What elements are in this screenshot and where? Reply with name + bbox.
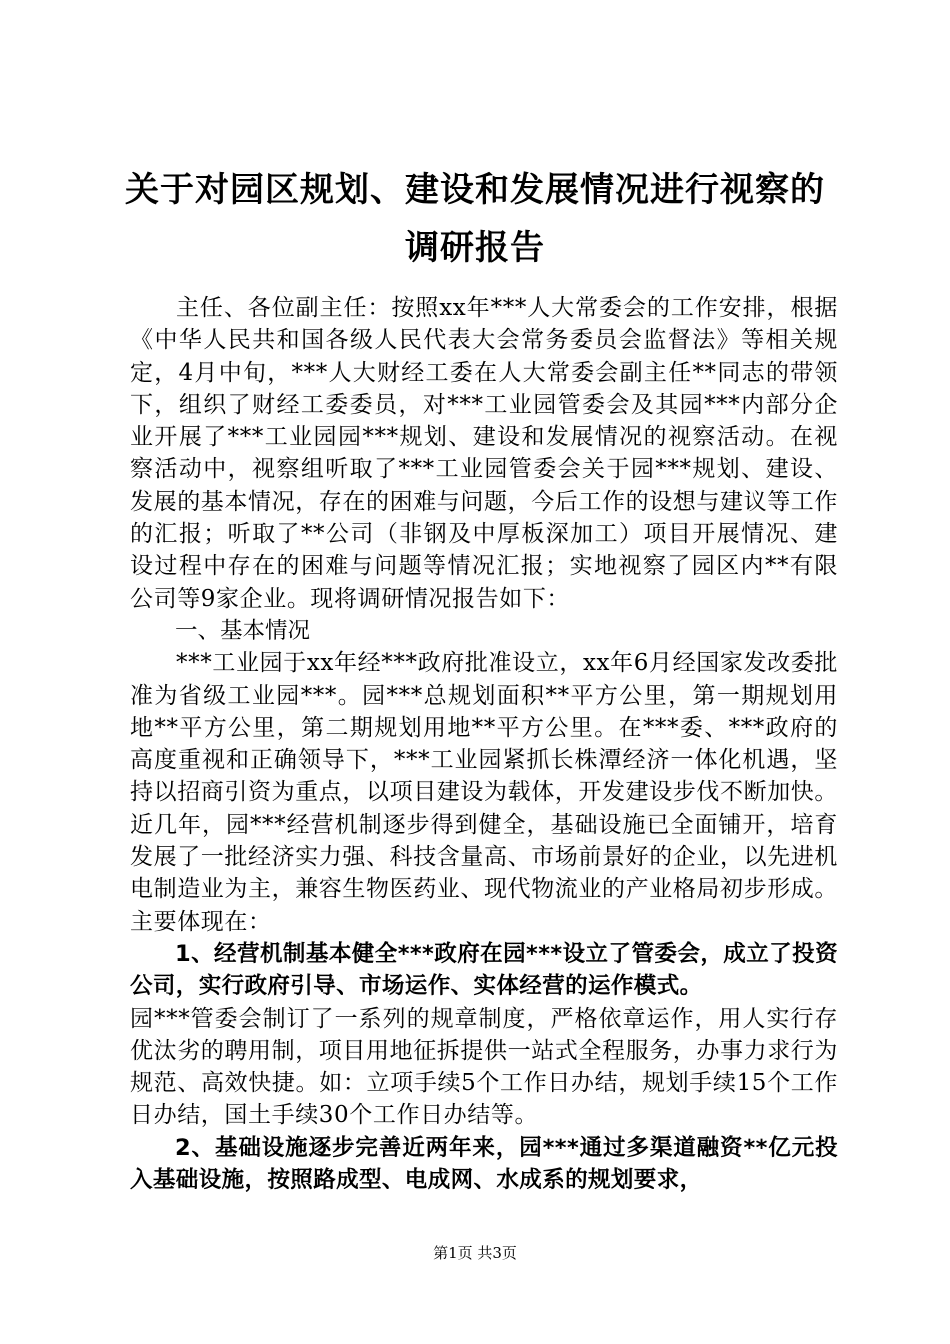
section-heading-basic-situation: 一、基本情况 <box>175 617 311 644</box>
point-1-detail-paragraph: 园***管委会制订了一系列的规章制度，严格依章运作，用人实行存优汰劣的聘用制，项目用地征拆提供一站式全程服务，办事力求行为规范、高效快捷。如：立项手续5个工作日办结，规划手续15个工作日办结，国土手续30个工作日办结等。 <box>130 1005 838 1129</box>
intro-paragraph: 主任、各位副主任：按照xx年***人大常委会的工作安排，根据《中华人民共和国各级人民代表大会常务委员会监督法》等相关规定，4月中旬，***人大财经工委在人大常委会副主任**同志的带领下，组织了财经工委委员，对***工业园管委会及其园***内部分企业开展了***工业园园***规划、建设和发展情况的视察活动。在视察活动中，视察组听取了***工业园管委会关于园***规划、建设、发展的基本情况，存在的困难与问题，今后工作的设想与建议等工作的汇报；听取了**公司（非钢及中厚板深加工）项目开展情况、建设过程中存在的困难与问题等情况汇报；实地视察了园区内**有限公司等9家企业。现将调研情况报告如下： <box>130 295 838 612</box>
document-title-line-2: 调研报告 <box>405 228 545 268</box>
document-body <box>130 292 838 1196</box>
point-1-heading-paragraph: 1、经营机制基本健全***政府在园***设立了管委会，成立了投资公司，实行政府引导、市场运作、实体经营的运作模式。 <box>130 940 838 1000</box>
basic-situation-paragraph: ***工业园于xx年经***政府批准设立，xx年6月经国家发改委批准为省级工业园***。园***总规划面积**平方公里，第一期规划用地**平方公里，第二期规划用地**平方公里。在***委、***政府的高度重视和正确领导下，***工业园紧抓长株潭经济一体化机遇，坚持以招商引资为重点，以项目建设为载体，开发建设步伐不断加快。近几年，园***经营机制逐步得到健全，基础设施已全面铺开，培育发展了一批经济实力强、科技含量高、市场前景好的企业，以先进机电制造业为主，兼容生物医药业、现代物流业的产业格局初步形成。主要体现在： <box>130 650 838 935</box>
point-2-heading-paragraph: 2、基础设施逐步完善近两年来，园***通过多渠道融资**亿元投入基础设施，按照路成型、电成网、水成系的规划要求， <box>130 1134 838 1194</box>
document-title-line-1: 关于对园区规划、建设和发展情况进行视察的 <box>125 170 825 210</box>
page-footer: 第1页 共3页 <box>433 1244 517 1262</box>
